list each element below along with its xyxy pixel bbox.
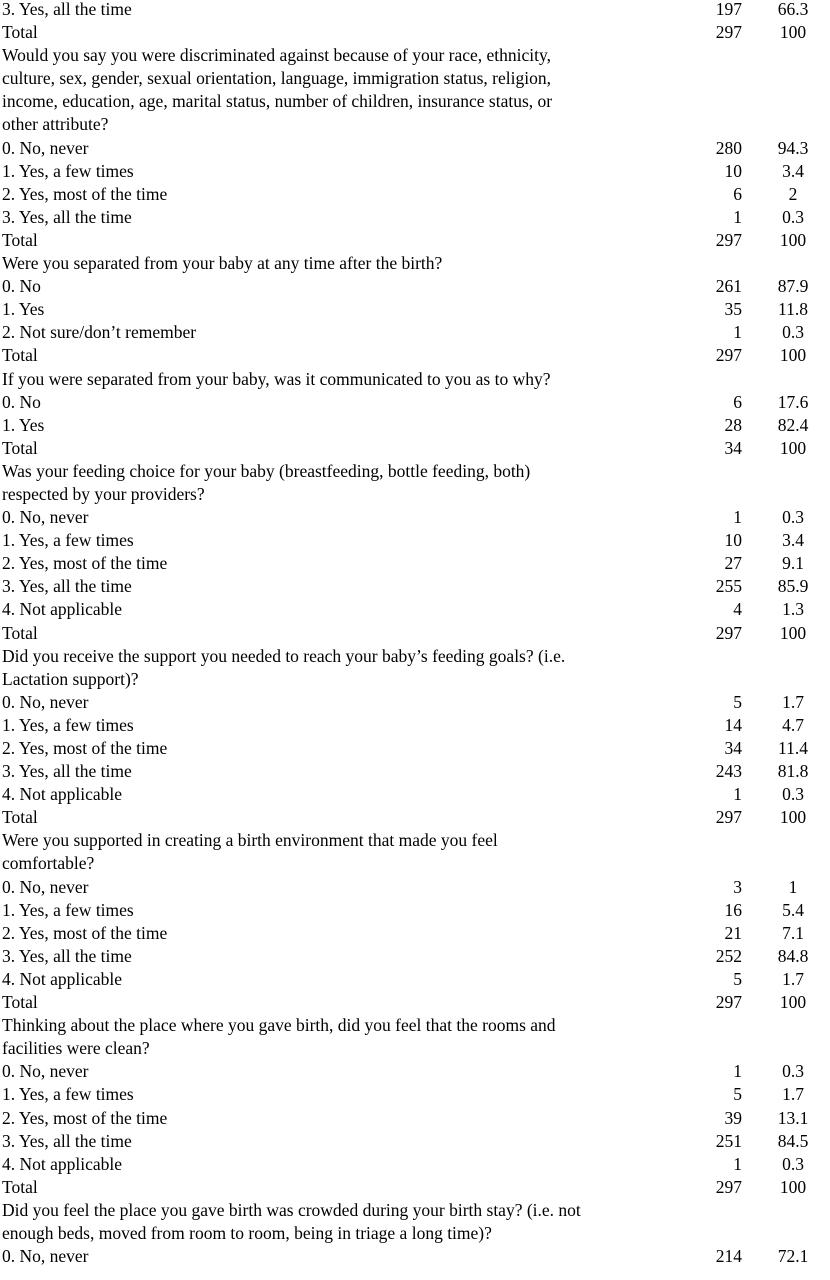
option-label: 0. No, never (2, 876, 89, 897)
percent-cell: 7.1 (782, 922, 804, 943)
percent-cell: 81.8 (777, 761, 809, 782)
table-row (2, 785, 828, 808)
option-label: 4. Not applicable (2, 599, 123, 620)
count-cell: 1 (733, 322, 742, 343)
question-text (2, 1016, 828, 1039)
count-cell: 28 (724, 414, 742, 435)
percent-cell: 9.1 (782, 553, 804, 574)
percent-cell: 1.7 (782, 691, 804, 712)
percent-cell: 84.5 (777, 1130, 809, 1151)
question-text (2, 69, 828, 92)
option-label: 0. No, never (2, 1246, 89, 1267)
question-text (2, 1201, 828, 1224)
option-label: 0. No (2, 276, 41, 297)
option-label: 1. Yes, a few times (2, 530, 134, 551)
table-row (2, 162, 828, 185)
table-row (2, 393, 828, 416)
question-line: culture, sex, gender, sexual orientation, language, immigration status, religion, (2, 68, 551, 89)
total-row (2, 439, 828, 462)
total-row (2, 808, 828, 831)
percent-cell: 100 (779, 229, 807, 250)
count-cell: 39 (724, 1107, 742, 1128)
percent-cell: 100 (779, 1176, 807, 1197)
percent-cell: 1.3 (782, 599, 804, 620)
table-row (2, 1109, 828, 1132)
table-row (2, 323, 828, 346)
option-label: 0. No, never (2, 1061, 89, 1082)
question-line: Were you supported in creating a birth environment that made you feel (2, 830, 498, 851)
question-text (2, 254, 828, 277)
percent-cell: 0.3 (782, 322, 804, 343)
option-label: 0. No, never (2, 691, 89, 712)
total-label: Total (2, 622, 38, 643)
question-text (2, 854, 828, 877)
question-line: Would you say you were discriminated against because of your race, ethnicity, (2, 45, 552, 66)
question-text (2, 1224, 828, 1247)
question-line: income, education, age, marital status, number of children, insurance status, or (2, 91, 553, 112)
table-row (2, 139, 828, 162)
percent-cell: 1.7 (782, 968, 804, 989)
percent-cell: 82.4 (777, 414, 809, 435)
count-cell: 251 (715, 1130, 742, 1151)
count-cell: 34 (724, 437, 742, 458)
count-cell: 10 (724, 530, 742, 551)
question-text (2, 670, 828, 693)
table-row (2, 1247, 828, 1270)
percent-cell: 4.7 (782, 714, 804, 735)
percent-cell: 100 (779, 345, 807, 366)
question-line: enough beds, moved from room to room, being in triage a long time)? (2, 1222, 492, 1243)
total-row (2, 624, 828, 647)
option-label: 3. Yes, all the time (2, 576, 132, 597)
question-text (2, 647, 828, 670)
percent-cell: 100 (779, 437, 807, 458)
count-cell: 1 (733, 1061, 742, 1082)
table-row (2, 693, 828, 716)
option-label: 3. Yes, all the time (2, 0, 132, 19)
option-label: 2. Not sure/don’t remember (2, 322, 197, 343)
option-label: 1. Yes, a few times (2, 714, 134, 735)
question-text (2, 462, 828, 485)
option-label: 4. Not applicable (2, 784, 123, 805)
percent-cell: 2 (788, 183, 798, 204)
count-cell: 297 (715, 807, 742, 828)
percent-cell: 11.8 (778, 299, 808, 320)
count-cell: 261 (715, 276, 742, 297)
option-label: 1. Yes (2, 299, 45, 320)
percent-cell: 1 (788, 876, 798, 897)
count-cell: 1 (733, 206, 742, 227)
table-row (2, 577, 828, 600)
total-label: Total (2, 229, 38, 250)
count-cell: 1 (733, 784, 742, 805)
total-label: Total (2, 807, 38, 828)
percent-cell: 0.3 (782, 1061, 804, 1082)
option-label: 2. Yes, most of the time (2, 553, 168, 574)
table-row (2, 600, 828, 623)
percent-cell: 5.4 (782, 899, 804, 920)
count-cell: 1 (733, 1153, 742, 1174)
count-cell: 243 (715, 761, 742, 782)
count-cell: 4 (733, 599, 742, 620)
option-label: 0. No, never (2, 507, 89, 528)
count-cell: 34 (724, 738, 742, 758)
count-cell: 14 (724, 714, 742, 735)
option-label: 2. Yes, most of the time (2, 183, 168, 204)
question-line: Did you receive the support you needed to reach your baby’s feeding goals? (i.e. (2, 645, 566, 666)
table-row (2, 1062, 828, 1085)
table-row (2, 0, 828, 23)
question-line: Were you separated from your baby at any time after the birth? (2, 253, 443, 274)
question-text (2, 115, 828, 138)
table-row (2, 416, 828, 439)
percent-cell: 85.9 (777, 576, 809, 597)
percent-cell: 3.4 (782, 160, 804, 181)
count-cell: 197 (715, 0, 742, 19)
count-cell: 297 (715, 622, 742, 643)
count-cell: 35 (724, 299, 742, 320)
total-row (2, 231, 828, 254)
table-row (2, 208, 828, 231)
option-label: 0. No, never (2, 137, 89, 158)
option-label: 1. Yes, a few times (2, 160, 134, 181)
question-text (2, 1039, 828, 1062)
total-label: Total (2, 992, 38, 1013)
option-label: 2. Yes, most of the time (2, 738, 168, 758)
percent-cell: 100 (779, 22, 807, 43)
table-row (2, 277, 828, 300)
question-text (2, 370, 828, 393)
table-row (2, 1155, 828, 1178)
percent-cell: 100 (779, 622, 807, 643)
option-label: 3. Yes, all the time (2, 1130, 132, 1151)
count-cell: 16 (724, 899, 742, 920)
total-label: Total (2, 345, 38, 366)
percent-cell: 0.3 (782, 784, 804, 805)
option-label: 3. Yes, all the time (2, 206, 132, 227)
question-line: comfortable? (2, 853, 95, 874)
question-line: Lactation support)? (2, 668, 139, 689)
count-cell: 297 (715, 229, 742, 250)
option-label: 3. Yes, all the time (2, 945, 132, 966)
count-cell: 10 (724, 160, 742, 181)
percent-cell: 3.4 (782, 530, 804, 551)
total-label: Total (2, 437, 38, 458)
count-cell: 280 (715, 137, 742, 158)
question-line: Did you feel the place you gave birth was crowded during your birth stay? (i.e. not (2, 1199, 581, 1220)
percent-cell: 0.3 (782, 507, 804, 528)
percent-cell: 1.7 (782, 1084, 804, 1105)
table-row (2, 901, 828, 924)
count-cell: 5 (733, 1084, 742, 1105)
option-label: 4. Not applicable (2, 1153, 123, 1174)
question-line: other attribute? (2, 114, 109, 135)
percent-cell: 100 (779, 807, 807, 828)
percent-cell: 17.6 (777, 391, 809, 412)
count-cell: 297 (715, 345, 742, 366)
table-row (2, 970, 828, 993)
table-row (2, 508, 828, 531)
option-label: 1. Yes, a few times (2, 1084, 134, 1105)
count-cell: 214 (715, 1246, 742, 1267)
option-label: 2. Yes, most of the time (2, 922, 168, 943)
question-line: respected by your providers? (2, 483, 205, 504)
table-row (2, 1085, 828, 1108)
total-label: Total (2, 22, 38, 43)
question-line: Was your feeding choice for your baby (breastfeeding, bottle feeding, both) (2, 460, 531, 481)
percent-cell: 94.3 (777, 137, 809, 158)
count-cell: 6 (733, 183, 742, 204)
question-text (2, 92, 828, 115)
table-row (2, 185, 828, 208)
option-label: 0. No (2, 391, 41, 412)
percent-cell: 0.3 (782, 1153, 804, 1174)
table-row (2, 739, 828, 762)
percent-cell: 11.4 (778, 738, 808, 758)
question-text (2, 831, 828, 854)
question-line: facilities were clean? (2, 1038, 150, 1059)
count-cell: 297 (715, 1176, 742, 1197)
table-row (2, 300, 828, 323)
option-label: 3. Yes, all the time (2, 761, 132, 782)
count-cell: 1 (733, 507, 742, 528)
count-cell: 297 (715, 992, 742, 1013)
count-cell: 297 (715, 22, 742, 43)
total-row (2, 23, 828, 46)
percent-cell: 0.3 (782, 206, 804, 227)
table-row (2, 554, 828, 577)
table-row (2, 924, 828, 947)
option-label: 2. Yes, most of the time (2, 1107, 168, 1128)
percent-cell: 84.8 (777, 945, 809, 966)
table-row (2, 762, 828, 785)
question-line: Thinking about the place where you gave birth, did you feel that the rooms and (2, 1015, 556, 1036)
count-cell: 252 (715, 945, 742, 966)
table-row (2, 716, 828, 739)
count-cell: 5 (733, 691, 742, 712)
table-row (2, 531, 828, 554)
option-label: 4. Not applicable (2, 968, 123, 989)
total-row (2, 1178, 828, 1201)
question-text (2, 485, 828, 508)
count-cell: 21 (724, 922, 742, 943)
count-cell: 6 (733, 391, 742, 412)
table-row (2, 1132, 828, 1155)
question-text (2, 46, 828, 69)
survey-table (2, 0, 828, 1270)
option-label: 1. Yes (2, 414, 45, 435)
total-label: Total (2, 1176, 38, 1197)
question-line: If you were separated from your baby, was it communicated to you as to why? (2, 368, 551, 389)
percent-cell: 13.1 (777, 1107, 809, 1128)
option-label: 1. Yes, a few times (2, 899, 134, 920)
percent-cell: 72.1 (777, 1246, 809, 1267)
total-row (2, 993, 828, 1016)
count-cell: 3 (733, 876, 742, 897)
count-cell: 255 (715, 576, 742, 597)
total-row (2, 346, 828, 369)
percent-cell: 66.3 (777, 0, 809, 19)
count-cell: 5 (733, 968, 742, 989)
table-row (2, 947, 828, 970)
table-row (2, 878, 828, 901)
percent-cell: 100 (779, 992, 807, 1013)
count-cell: 27 (724, 553, 742, 574)
percent-cell: 87.9 (777, 276, 809, 297)
